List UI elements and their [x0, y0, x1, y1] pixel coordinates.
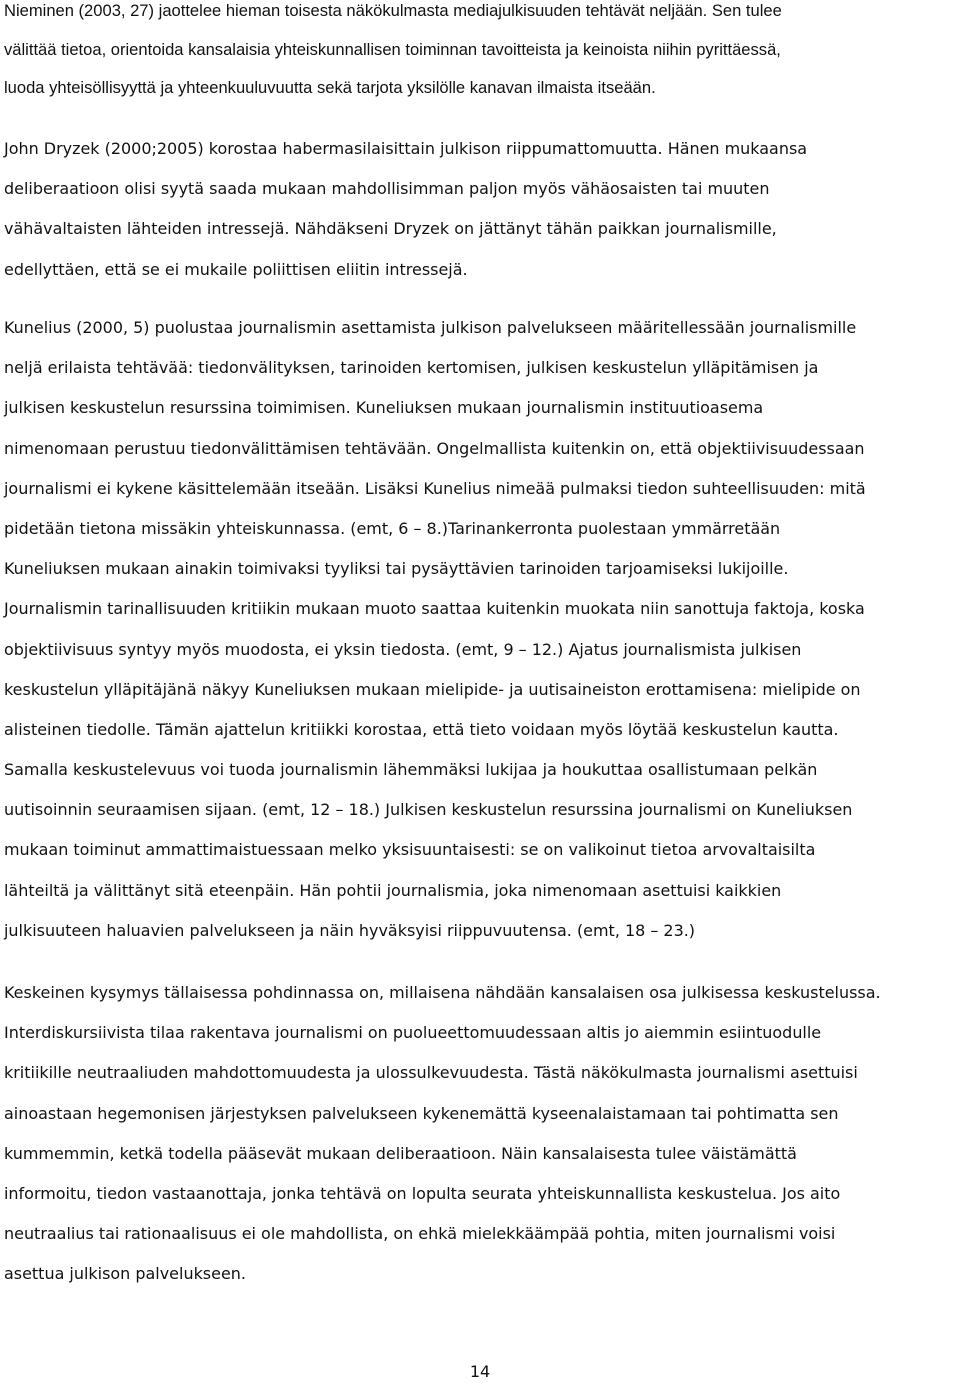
text-line: vähävaltaisten lähteiden intressejä. Nähdäkseni Dryzek on jättänyt tähän paikkan journalismille,: [4, 219, 777, 239]
paragraph-kansalainen: [4, 973, 960, 1295]
text-line: objektiivisuus syntyy myös muodosta, ei yksin tiedosta. (emt, 9 – 12.) Ajatus journalismista julkisen: [4, 639, 802, 659]
text-line: pidetään tietona missäkin yhteiskunnassa. (emt, 6 – 8.)Tarinankerronta puolestaan ymmärretään: [4, 518, 781, 538]
text-line: kummemmin, ketkä todella pääsevät mukaan deliberaatioon. Näin kansalaisesta tulee väistämättä: [4, 1143, 797, 1163]
text-line: informoitu, tiedon vastaanottaja, jonka tehtävä on lopulta seurata yhteiskunnallista keskustelua. Jos aito: [4, 1183, 841, 1203]
text-line: Interdiskursiivista tilaa rakentava journalismi on puolueettomuudessaan altis jo aiemmin esiintuodulle: [4, 1023, 822, 1043]
text-line: Journalismin tarinallisuuden kritiikin mukaan muoto saattaa kuitenkin muokata niin sanottuja faktoja, koska: [4, 599, 865, 619]
paragraph-nieminen: [4, 0, 960, 108]
text-line: deliberaatioon olisi syytä saada mukaan mahdollisimman paljon myös vähäosaisten tai muuten: [4, 179, 770, 199]
text-line: Kuneliuksen mukaan ainakin toimivaksi tyyliksi tai pysäyttävien tarinoiden tarjoamiseksi lukijoille.: [4, 559, 789, 579]
page-number: 14: [469, 1362, 491, 1381]
text-line: edellyttäen, että se ei mukaile poliittisen eliitin intressejä.: [4, 259, 468, 279]
text-line: mukaan toiminut ammattimaistuessaan melko yksisuuntaisesti: se on valikoinut tietoa arvovaltaisilta: [4, 840, 816, 860]
text-line: nimenomaan perustuu tiedonvälittämisen tehtävään. Ongelmallista kuitenkin on, että objektiivisuudessaan: [4, 438, 865, 458]
text-line: ainoastaan hegemonisen järjestyksen palvelukseen kykenemättä kyseenalaistamaan tai pohtimatta sen: [4, 1103, 839, 1123]
text-line: alisteinen tiedolle. Tämän ajattelun kritiikki korostaa, että tieto voidaan myös löytää keskustelun kautta.: [4, 719, 839, 739]
text-line: julkisen keskustelun resurssina toimimisen. Kuneliuksen mukaan journalismin instituutioasema: [4, 398, 764, 418]
text-line: keskustelun ylläpitäjänä näkyy Kuneliuksen mukaan mielipide- ja uutisaineiston erottamisena: mielipide on: [4, 679, 861, 699]
text-line: John Dryzek (2000;2005) korostaa habermasilaisittain julkison riippumattomuutta. Hänen mukaansa: [4, 139, 808, 158]
text-line: lähteiltä ja välittänyt sitä eteenpäin. Hän pohtii journalismia, joka nimenomaan asettuisi kaikkien: [4, 880, 782, 900]
text-line: Nieminen (2003, 27) jaottelee hieman toisesta näkökulmasta mediajulkisuuden tehtävät neljään. Sen tulee: [4, 1, 782, 20]
text-line: Keskeinen kysymys tällaisessa pohdinnassa on, millaisena nähdään kansalaisen osa julkisessa keskustelussa.: [4, 983, 881, 1002]
text-line: neutraalius tai rationaalisuus ei ole mahdollista, on ehkä mielekkäämpää pohtia, miten journalismi voisi: [4, 1224, 836, 1244]
text-line: journalismi ei kykene käsittelemään itseään. Lisäksi Kunelius nimeää pulmaksi tiedon suhteellisuuden: mitä: [4, 478, 866, 498]
text-line: Kunelius (2000, 5) puolustaa journalismin asettamista julkison palvelukseen määritellessään journalismille: [4, 318, 857, 337]
text-line: neljä erilaista tehtävää: tiedonvälityksen, tarinoiden kertomisen, julkisen keskustelun ylläpitämisen ja: [4, 358, 819, 378]
text-line: kritiikille neutraaliuden mahdottomuudesta ja ulossulkevuudesta. Tästä näkökulmasta journalismi asettuisi: [4, 1063, 858, 1083]
text-line: Samalla keskustelevuus voi tuoda journalismin lähemmäksi lukijaa ja houkuttaa osallistumaan pelkän: [4, 760, 818, 780]
paragraph-dryzek: [4, 129, 960, 290]
paragraph-kunelius: [4, 308, 960, 951]
text-line: julkisuuteen haluavien palvelukseen ja näin hyväksyisi riippuvuutensa. (emt, 18 – 23.): [4, 920, 696, 940]
text-line: välittää tietoa, orientoida kansalaisia yhteiskunnallisen toiminnan tavoitteista ja keinoista niihin pyrittäessä,: [4, 39, 781, 59]
text-line: asettua julkison palvelukseen.: [4, 1264, 246, 1284]
text-line: uutisoinnin seuraamisen sijaan. (emt, 12 – 18.) Julkisen keskustelun resurssina journalismi on Kuneliuksen: [4, 800, 853, 820]
text-line: luoda yhteisöllisyyttä ja yhteenkuuluvuutta sekä tarjota yksilölle kanavan ilmaista itseään.: [4, 78, 656, 97]
